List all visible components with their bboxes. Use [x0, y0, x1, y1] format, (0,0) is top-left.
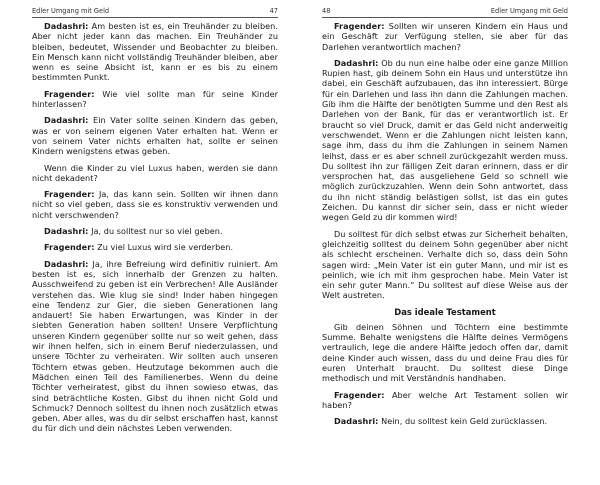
paragraph — [322, 229, 568, 301]
speaker-label: Dadashri: — [44, 21, 89, 31]
running-title: Edler Umgang mit Geld — [490, 7, 568, 15]
speaker-label: Dadashri: — [334, 57, 379, 68]
paragraph — [32, 226, 278, 236]
speaker-label: Fragender: — [44, 189, 95, 200]
paragraph-text: Ja, ihre Befreiung wird definitiv ruiniert. Am besten ist es, sich innerhalb der Grenzen zu halten. Ausschweifend zu geben ist ein Verbrechen! Alle Ausländer verstehen das. Wie klug sie sind! Inder haben hingegen eine Tendenz zur Gier, die sieben Generationen lang andauert! Sie haben Erwartungen, was Kinder in der siebten Generation haben sollten! Unsere Verpflichtung unseren Kindern gegenüber sollte nur so weit gehen, dass wir ihnen helfen, sich in einem Beruf niederzulassen, und unsere Töchter zu verheiraten. Wir sollten auch unseren Töchtern etwas geben. Heutzutage bekommen auch die Mädchen einen Teil des Familienerbes. Wenn du deine Töchter verheiratest, gibst du ihnen sowieso etwas, das sind beträchtliche Kosten. Gibst du ihnen nicht Gold und Schmuck? Dennoch solltest du ihnen noch zusätzlich etwas geben. Aber alles, was du dir selbst erschaffen hast, kannst du für dich und dein nächstes Leben verwenden. — [32, 258, 278, 434]
paragraph-text: Aber welche Art Testament sollen wir haben? — [322, 389, 568, 410]
paragraph — [32, 115, 278, 156]
paragraph-text: Ja, das kann sein. Sollten wir ihnen dann nicht so viel geben, dass sie es konstruktiv verwenden und nicht verschwenden? — [32, 189, 278, 220]
paragraph-text: Sollten wir unseren Kindern ein Haus und ein Geschäft zur Verfügung stellen, sie aber für das Darlehen verantwortlich machen? — [322, 21, 569, 52]
page-number: 48 — [322, 7, 331, 15]
page-number: 47 — [269, 7, 278, 15]
paragraph — [32, 21, 278, 83]
paragraph — [32, 259, 278, 434]
paragraph — [322, 390, 568, 411]
paragraph — [32, 189, 278, 220]
running-title: Edler Umgang mit Geld — [32, 7, 110, 15]
paragraph-text: Du solltest für dich selbst etwas zur Sicherheit behalten, gleichzeitig solltest du deinem Sohn gegenüber aber nicht als schlecht erscheinen. Verhalte dich so, dass dein Sohn sagen wird: „Mein Vater ist ein guter Mann, und mir ist es peinlich, wie ich mit ihm gesprochen habe. Mein Vater ist ein sehr guter Mann.“ Du solltest auf diese Weise aus der Welt austreten. — [322, 228, 568, 301]
paragraph — [322, 21, 568, 52]
paragraph-text: Ob du nun eine halbe oder eine ganze Million Rupien hast, gib deinem Sohn ein Haus und unterstütze ihn dabei, ein Geschäft aufzubauen, das ihn interessiert. Bürge für ein Darlehen und lass ihn dann die Zahlungen machen. Gib ihm die Hälfte der benötigten Summe und den Rest als Darlehen von der Bank, für das er verantwortlich ist. Er braucht so viel Druck, damit er das Geld nicht anderweitig verschwendet. Wenn er die Zahlungen nicht leisten kann, sage ihm, dass du ihm die Zahlungen in seinem Namen leihst, dass er es aber schnell zurückgezahlt werden muss. Du solltest ihn zur fälligen Zeit daran erinnern, dass er dir versprochen hat, das ausgeliehene Geld so schnell wie möglich zurückzuzahlen. Wenn dein Sohn antwortet, dass du ihn nicht ständig belästigen sollst, ist das ein gutes Zeichen. Du kannst dir sicher sein, dass er nicht wieder wegen Geld zu dir kommen wird! — [322, 57, 568, 223]
paragraph-text: Wenn die Kinder zu viel Luxus haben, werden sie dann nicht dekadent? — [32, 162, 278, 183]
paragraph-text: Nein, du solltest kein Geld zurücklassen. — [381, 416, 548, 427]
right-page — [300, 0, 600, 485]
page-body — [322, 21, 568, 426]
paragraph — [32, 89, 278, 110]
running-head — [322, 7, 568, 18]
paragraph — [322, 58, 568, 223]
speaker-label: Fragender: — [334, 21, 385, 31]
speaker-label: Fragender: — [334, 389, 385, 400]
speaker-label: Fragender: — [44, 242, 95, 253]
speaker-label: Dadashri: — [44, 258, 89, 269]
paragraph-text: Zu viel Luxus wird sie verderben. — [97, 242, 234, 253]
paragraph-text: Ja, du solltest nur so viel geben. — [91, 226, 223, 237]
speaker-label: Fragender: — [44, 88, 95, 99]
paragraph-text: Gib deinen Söhnen und Töchtern eine bestimmte Summe. Behalte wenigstens die Hälfte deines Vermögens vertraulich, lege die andere Hälfte jedoch offen dar, damit deine Kinder auch wissen, dass du und deine Frau dies für euren Unterhalt braucht. Du solltest diese Dinge methodisch und mit Verständnis handhaben. — [322, 321, 568, 384]
paragraph-text: Wie viel sollte man für seine Kinder hinterlassen? — [32, 88, 279, 110]
section-heading: Das ideale Testament — [394, 306, 496, 317]
speaker-label: Dadashri: — [44, 115, 89, 126]
speaker-label: Dadashri: — [334, 416, 379, 427]
paragraph — [322, 416, 568, 426]
speaker-label: Dadashri: — [44, 226, 89, 237]
running-head — [32, 7, 278, 18]
paragraph-text: Ein Vater sollte seinen Kindern das geben, was er von seinem eigenen Vater erhalten hat. Wenn er von seinem Vater nichts erhalten hat, sollte er seinen Kindern wenigstens etwas geben. — [32, 115, 279, 157]
paragraph — [322, 322, 568, 384]
page-body — [32, 21, 278, 434]
paragraph — [32, 242, 278, 252]
paragraph-text: Am besten ist es, ein Treuhänder zu bleiben. Aber nicht jeder kann das machen. Ein Treuhänder zu bleiben, bedeutet, Wissender und Beobachter zu bleiben. Ein Mensch kann nicht vollständig Treuhänder bleiben, aber wenn es seine Absicht ist, kann er es bis zu einem bestimmten Punkt. — [32, 21, 278, 83]
paragraph — [32, 163, 278, 184]
